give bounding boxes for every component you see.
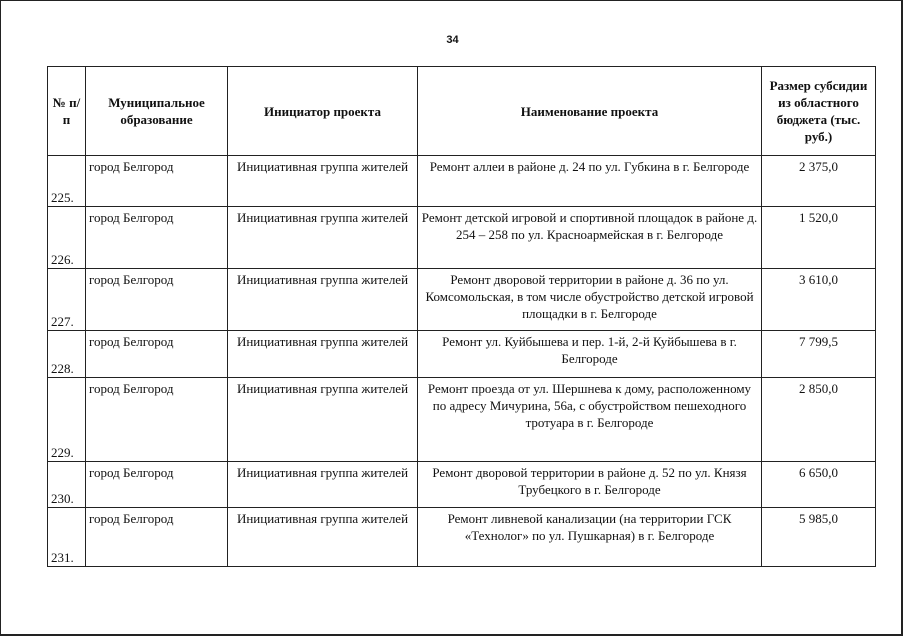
row-amount: 7 799,5 — [762, 331, 876, 378]
row-number: 231. — [48, 508, 86, 567]
header-amount: Размер субсидии из областного бюджета (тыс. руб.) — [762, 67, 876, 156]
header-project: Наименование проекта — [418, 67, 762, 156]
row-number: 226. — [48, 207, 86, 269]
header-municipality: Муниципальное образование — [86, 67, 228, 156]
row-municipality: город Белгород — [86, 462, 228, 508]
table-row — [48, 378, 876, 462]
header-number: № п/п — [48, 67, 86, 156]
row-number: 230. — [48, 462, 86, 508]
row-number: 225. — [48, 156, 86, 207]
table-header-row — [48, 67, 876, 156]
row-number: 229. — [48, 378, 86, 462]
row-amount: 3 610,0 — [762, 269, 876, 331]
row-municipality: город Белгород — [86, 269, 228, 331]
row-project: Ремонт дворовой территории в районе д. 36 по ул. Комсомольская, в том числе обустройство детской игровой площадки в г. Белгороде — [418, 269, 762, 331]
table-row — [48, 156, 876, 207]
row-initiator: Инициативная группа жителей — [228, 378, 418, 462]
subsidy-table — [47, 66, 876, 567]
row-initiator: Инициативная группа жителей — [228, 331, 418, 378]
table-row — [48, 207, 876, 269]
table-row — [48, 331, 876, 378]
table-row — [48, 269, 876, 331]
row-amount: 1 520,0 — [762, 207, 876, 269]
row-number: 227. — [48, 269, 86, 331]
row-initiator: Инициативная группа жителей — [228, 508, 418, 567]
row-initiator: Инициативная группа жителей — [228, 207, 418, 269]
table-row — [48, 508, 876, 567]
row-municipality: город Белгород — [86, 207, 228, 269]
row-amount: 5 985,0 — [762, 508, 876, 567]
header-initiator: Инициатор проекта — [228, 67, 418, 156]
row-municipality: город Белгород — [86, 508, 228, 567]
table-row — [48, 462, 876, 508]
row-municipality: город Белгород — [86, 378, 228, 462]
row-number: 228. — [48, 331, 86, 378]
row-amount: 2 375,0 — [762, 156, 876, 207]
row-municipality: город Белгород — [86, 331, 228, 378]
row-project: Ремонт ливневой канализации (на территории ГСК «Технолог» по ул. Пушкарная) в г. Белгороде — [418, 508, 762, 567]
page-number: 34 — [446, 34, 459, 46]
row-initiator: Инициативная группа жителей — [228, 462, 418, 508]
row-municipality: город Белгород — [86, 156, 228, 207]
row-project: Ремонт аллеи в районе д. 24 по ул. Губкина в г. Белгороде — [418, 156, 762, 207]
row-project: Ремонт ул. Куйбышева и пер. 1-й, 2-й Куйбышева в г. Белгороде — [418, 331, 762, 378]
row-amount: 6 650,0 — [762, 462, 876, 508]
row-amount: 2 850,0 — [762, 378, 876, 462]
row-project: Ремонт проезда от ул. Шершнева к дому, расположенному по адресу Мичурина, 56а, с обустройством пешеходного тротуара в г. Белгороде — [418, 378, 762, 462]
row-initiator: Инициативная группа жителей — [228, 269, 418, 331]
row-project: Ремонт дворовой территории в районе д. 52 по ул. Князя Трубецкого в г. Белгороде — [418, 462, 762, 508]
row-project: Ремонт детской игровой и спортивной площадок в районе д. 254 – 258 по ул. Красноармейская в г. Белгороде — [418, 207, 762, 269]
row-initiator: Инициативная группа жителей — [228, 156, 418, 207]
